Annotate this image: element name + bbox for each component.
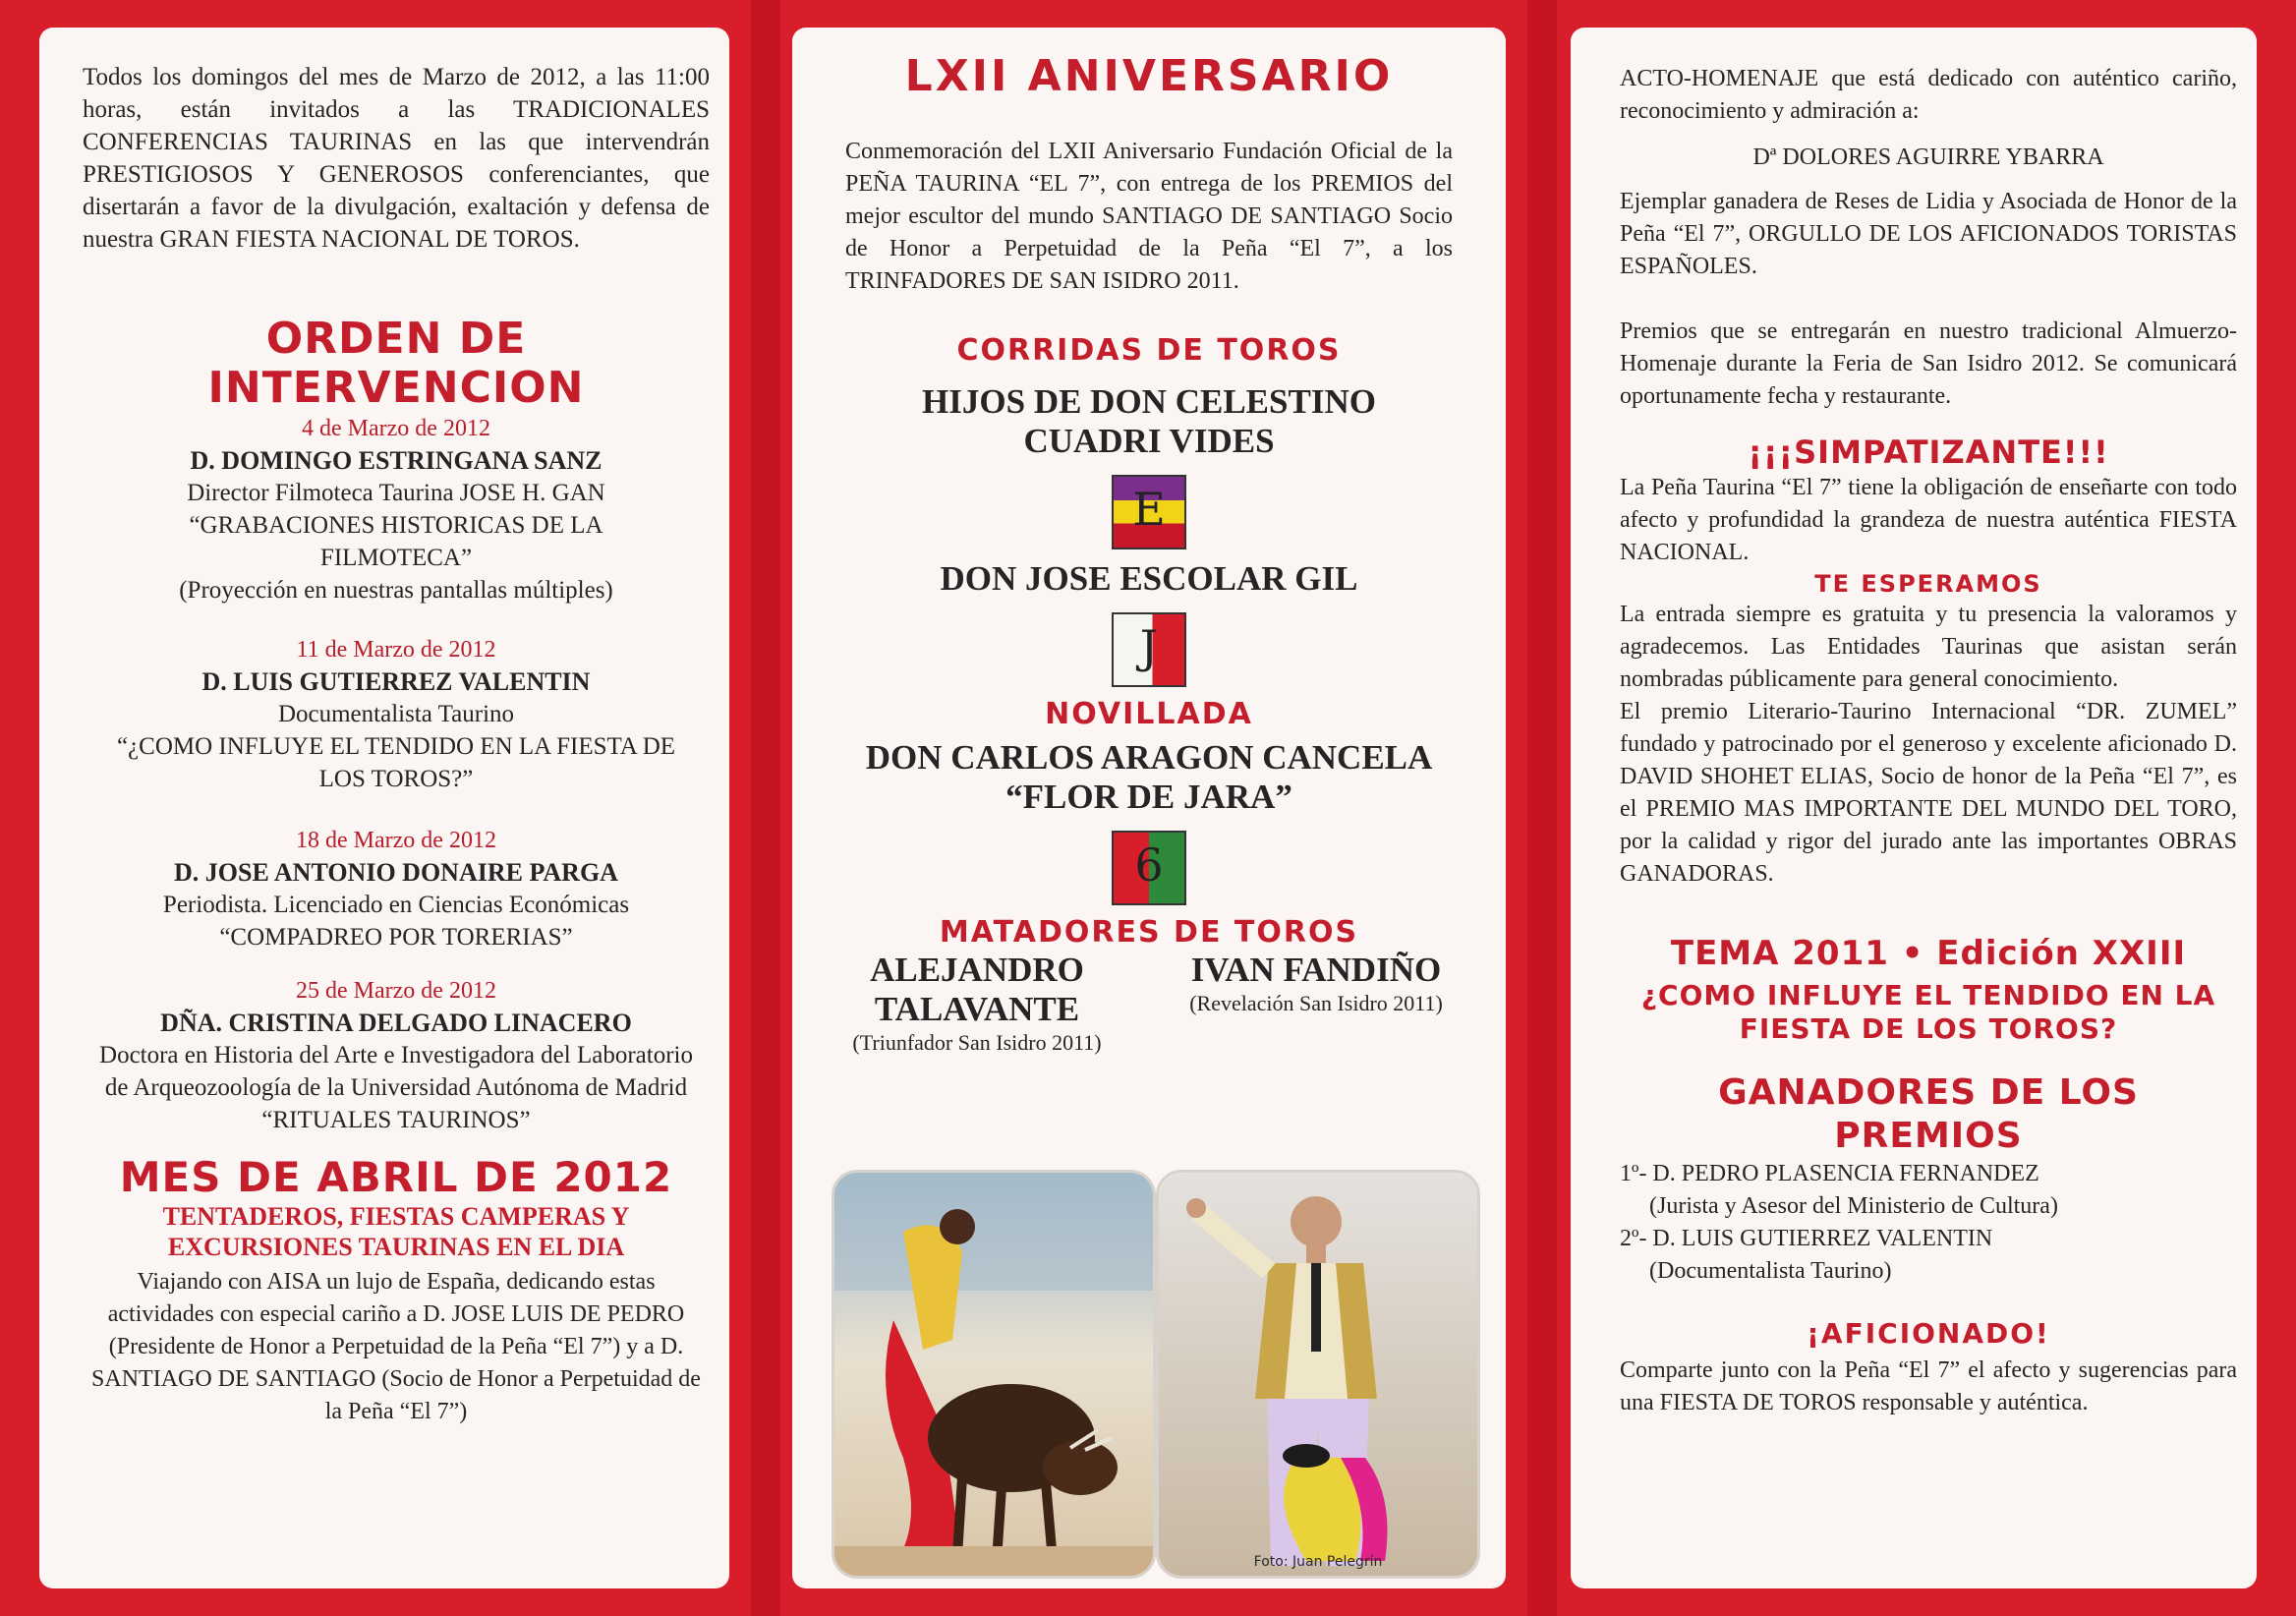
tema-question: ¿COMO INFLUYE EL TENDIDO EN LA FIESTA DE LOS TOROS? [1640,979,2216,1045]
aniversario-intro: Conmemoración del LXII Aniversario Fundación Oficial de la PEÑA TAURINA “EL 7”, con entrega de los PREMIOS del mejor escultor del mundo SANTIAGO DE SANTIAGO Socio de Honor a Perpetuidad de la Peña “El 7”, a los TRINFADORES DE SAN ISIDRO 2011. [845,139,1453,294]
talk-1 [83,413,710,606]
ganador-2-role: (Documentalista Taurino) [1649,1258,1892,1284]
talk-4 [83,975,710,1136]
corridas-title: CORRIDAS DE TOROS [956,333,1342,368]
esperamos-title: TE ESPERAMOS [1814,570,2042,598]
matadores-title: MATADORES DE TOROS [939,915,1359,950]
talk-title: “¿COMO INFLUYE EL TENDIDO EN LA FIESTA DE LOS TOROS?” [116,733,676,792]
abril-title: MES DE ABRIL DE 2012 [119,1153,673,1201]
premio-text: El premio Literario-Taurino Internacional “DR. ZUMEL” fundado y patrocinado por el generoso y excelente aficionado D. DAVID SHOHET ELIAS, Socio de honor de la Peña “El 7”, es el PREMIO MAS IMPORTANTE DEL MUNDO DEL TORO, por la calidad y rigor del jurado ante las importantes OBRAS GANADORAS. [1620,699,2237,887]
matador-fandino [1154,951,1478,1057]
fold-left [751,0,780,1616]
aniversario-title: LXII ANIVERSARIO [904,51,1394,101]
talk-role: Documentalista Taurino [277,701,515,727]
panel-right [1571,28,2257,1588]
abril-text: Viajando con AISA un lujo de España, dedicando estas actividades con especial cariño a D. JOSE LUIS DE PEDRO (Presidente de Honor a Perpetuidad de la Peña “El 7”) y a D. SANTIAGO DE SANTIAGO (Socio de Honor a Perpetuidad de la Peña “El 7”) [91,1269,701,1424]
talk-speaker: D. DOMINGO ESTRINGANA SANZ [190,446,603,475]
talk-speaker: D. LUIS GUTIERREZ VALENTIN [201,667,591,696]
talk-role: Doctora en Historia del Arte e Investigadora del Laboratorio de Arqueozoología de la Universidad Autónoma de Madrid [99,1042,693,1101]
homenaje-text: ACTO-HOMENAJE que está dedicado con auténtico cariño, reconocimiento y admiración a: [1620,66,2237,124]
bullfight-painting-image [834,1173,1153,1576]
novillada-title: NOVILLADA [1045,697,1253,731]
simpatizante-text: La Peña Taurina “El 7” tiene la obligación de enseñarte con todo afecto y profundidad la grandeza de nuestra auténtica FIESTA NACIONAL. [1620,475,2237,565]
ganaderia-aragon: DON CARLOS ARAGON CANCELA [865,738,1433,777]
panel-center [792,28,1506,1588]
aficionado-text: Comparte junto con la Peña “El 7” el afecto y sugerencias para una FIESTA DE TOROS responsable y auténtica. [1620,1357,2237,1415]
photo-caption: Foto: Juan Pelegrín [1253,1554,1383,1570]
fold-right [1527,0,1557,1616]
matador-photo-image [1159,1173,1477,1576]
matador-photo [1156,1170,1480,1579]
talk-date: 25 de Marzo de 2012 [296,978,496,1004]
talk-role: Director Filmoteca Taurina JOSE H. GAN [187,480,605,506]
matador-name: ALEJANDRO TALAVANTE [870,951,1084,1028]
bullfight-painting [832,1170,1156,1579]
divisa-flor-de-jara-icon: 6 [1112,831,1186,905]
talk-title: “RITUALES TAURINOS” [261,1107,531,1133]
talk-date: 4 de Marzo de 2012 [302,416,490,441]
panel-left [39,28,729,1588]
ganadores-title: GANADORES DE LOS PREMIOS [1718,1072,2139,1156]
talk-3 [83,825,710,953]
talk-role: Periodista. Licenciado en Ciencias Económicas [162,892,630,918]
ganaderia-alias: “FLOR DE JARA” [1005,778,1292,816]
aficionado-title: ¡AFICIONADO! [1807,1317,2050,1350]
talk-speaker: DÑA. CRISTINA DELGADO LINACERO [160,1009,632,1037]
ganaderia-escolar: DON JOSE ESCOLAR GIL [940,559,1358,598]
ganador-1-role: (Jurista y Asesor del Ministerio de Cultura) [1649,1193,2058,1219]
homenaje-desc: Ejemplar ganadera de Reses de Lidia y Asociada de Honor de la Peña “El 7”, ORGULLO DE LOS AFICIONADOS TORISTAS ESPAÑOLES. [1620,189,2237,279]
ganador-2: 2º- D. LUIS GUTIERREZ VALENTIN [1620,1226,1993,1251]
talk-title: “GRABACIONES HISTORICAS DE LA FILMOTECA” [189,512,603,571]
matadores-row [814,951,1484,1057]
premios-text: Premios que se entregarán en nuestro tradicional Almuerzo-Homenaje durante la Feria de San Isidro 2012. Se comunicará oportunamente fecha y restaurante. [1620,318,2237,409]
matador-talavante [820,951,1134,1057]
divisa-cuadri-icon: E [1112,475,1186,549]
matador-note: (Revelación San Isidro 2011) [1189,991,1443,1015]
tema-title: TEMA 2011 • Edición XXIII [1670,934,2187,973]
talk-date: 11 de Marzo de 2012 [296,637,496,663]
homenaje-name: Dª DOLORES AGUIRRE YBARRA [1752,144,2104,170]
talk-date: 18 de Marzo de 2012 [296,828,496,853]
entrada-text: La entrada siempre es gratuita y tu presencia la valoramos y agradecemos. Las Entidades Taurinas que asistan serán nombradas públicamente para general conocimiento. [1620,602,2237,692]
ganaderia-cuadri: HIJOS DE DON CELESTINO CUADRI VIDES [922,382,1376,460]
intro-paragraph: Todos los domingos del mes de Marzo de 2012, a las 11:00 horas, están invitados a las TRADICIONALES CONFERENCIAS TAURINAS en las que intervendrán PRESTIGIOSOS Y GENEROSOS conferenciantes, que disertarán a favor de la divulgación, exaltación y defensa de nuestra GRAN FIESTA NACIONAL DE TOROS. [83,64,710,253]
simpatizante-title: ¡¡¡SIMPATIZANTE!!! [1748,433,2109,471]
abril-subtitle: TENTADEROS, FIESTAS CAMPERAS Y EXCURSIONES TAURINAS EN EL DIA [162,1202,630,1261]
matador-name: IVAN FANDIÑO [1190,951,1442,989]
talk-title: “COMPADREO POR TORERIAS” [219,924,573,951]
matador-note: (Triunfador San Isidro 2011) [852,1030,1102,1055]
ganador-1: 1º- D. PEDRO PLASENCIA FERNANDEZ [1620,1161,2039,1186]
divisa-escolar-icon: J [1112,612,1186,687]
orden-title: ORDEN DE INTERVENCION [207,314,585,413]
talk-note: (Proyección en nuestras pantallas múltiples) [179,577,613,604]
talk-2 [83,634,710,795]
talk-speaker: D. JOSE ANTONIO DONAIRE PARGA [174,858,618,887]
